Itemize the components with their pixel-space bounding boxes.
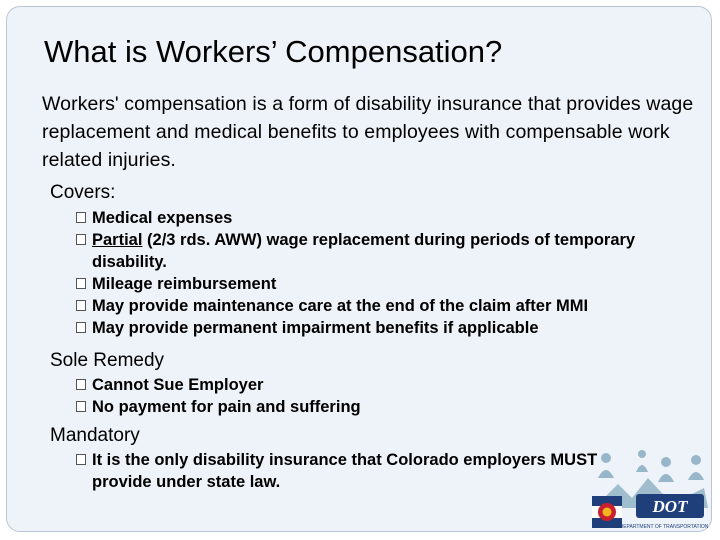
- list-item: It is the only disability insurance that Colorado employers MUST provide under state law.: [76, 449, 651, 493]
- covers-list: [76, 207, 656, 339]
- list-item: No payment for pain and suffering: [76, 396, 656, 418]
- bullet-box-icon: [76, 300, 86, 311]
- mandatory-list: [76, 449, 651, 493]
- logo-caption: DEPARTMENT OF TRANSPORTATION: [619, 524, 709, 530]
- bullet-box-icon: [76, 401, 86, 412]
- list-item: Mileage reimbursement: [76, 273, 656, 295]
- list-item: May provide maintenance care at the end of the claim after MMI: [76, 295, 656, 317]
- section-heading-mandatory: Mandatory: [50, 425, 140, 446]
- bullet-box-icon: [76, 379, 86, 390]
- slide-title: What is Workers’ Compensation?: [44, 34, 503, 69]
- section-heading-sole-remedy: Sole Remedy: [50, 350, 165, 371]
- list-item: Cannot Sue Employer: [76, 374, 656, 396]
- section-heading-covers: Covers:: [50, 182, 116, 203]
- bullet-box-icon: [76, 322, 86, 333]
- list-item: May provide permanent impairment benefits if applicable: [76, 317, 656, 339]
- bullet-box-icon: [76, 454, 86, 465]
- bullet-box-icon: [76, 278, 86, 289]
- intro-paragraph: Workers' compensation is a form of disability insurance that provides wage replacement and medical benefits to employees with compensable work related injuries.: [42, 93, 694, 171]
- list-item-text: (2/3 rds. AWW) wage replacement during periods of temporary disability.: [92, 231, 636, 271]
- list-item: Medical expenses: [76, 207, 656, 229]
- logo-dot-text: DOT: [652, 497, 688, 516]
- list-item: [76, 229, 656, 273]
- underlined-word: Partial: [92, 231, 143, 249]
- sole-remedy-list: [76, 374, 656, 418]
- bullet-box-icon: [76, 212, 86, 223]
- cdot-logo: [584, 448, 714, 536]
- bullet-box-icon: [76, 234, 86, 245]
